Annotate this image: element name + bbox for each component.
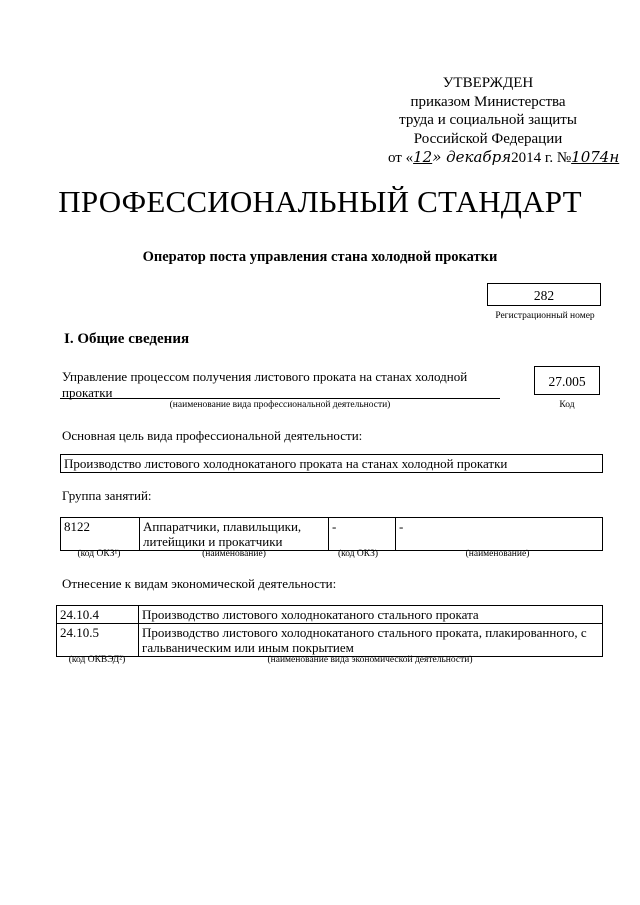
okved-name-cell: Производство листового холоднокатаного стального проката: [139, 606, 603, 624]
okz-name-cell-2: -: [396, 518, 603, 551]
date-year: 2014 г. №: [511, 150, 572, 166]
registration-number-box: 282: [487, 283, 601, 306]
okz-code-caption-2: (код ОКЗ): [337, 549, 379, 559]
okved-code-cell: 24.10.5: [57, 624, 139, 657]
economic-table: [56, 605, 603, 657]
order-number: 1074н: [571, 148, 620, 166]
approval-line-2: приказом Министерства: [410, 93, 566, 110]
table-row: [57, 624, 603, 657]
activity-code-box: 27.005: [534, 366, 600, 395]
activity-name: Управление процессом получения листового проката на станах холодной прокатки: [62, 369, 468, 400]
date-prefix: от «: [388, 150, 414, 166]
okz-code-cell-2: -: [329, 518, 396, 551]
okved-name-cell: Производство листового холоднокатаного стального проката, плакированного, с гальваническим или иным покрытием: [139, 624, 603, 657]
goal-text-box: Производство листового холоднокатаного проката на станах холодной прокатки: [60, 454, 603, 473]
occupations-label: Группа занятий:: [62, 488, 152, 503]
approval-block: [388, 74, 620, 168]
goal-label: Основная цель вида профессиональной деятельности:: [62, 428, 363, 443]
occupations-table: [60, 517, 603, 551]
activity-caption: (наименование вида профессиональной деятельности): [169, 400, 391, 410]
okved-code-cell: 24.10.4: [57, 606, 139, 624]
page-title: ПРОФЕССИОНАЛЬНЫЙ СТАНДАРТ: [58, 184, 582, 219]
date-day: 12: [413, 148, 433, 166]
economic-label: Отнесение к видам экономической деятельности:: [62, 576, 337, 591]
table-row: [61, 518, 603, 551]
table-row: [57, 606, 603, 624]
okz-name-cell: Аппаратчики, плавильщики, литейщики и прокатчики: [140, 518, 329, 551]
okved-name-caption: (наименование вида экономической деятельности): [267, 655, 473, 665]
okz-name-caption: (наименование): [202, 549, 266, 559]
date-month: » декабря: [432, 148, 512, 166]
okz-name-caption-2: (наименование): [465, 549, 530, 559]
activity-code-caption: Код: [559, 400, 575, 410]
section-title: I. Общие сведения: [64, 331, 190, 347]
okz-code-caption: (код ОКЗ¹): [77, 549, 121, 559]
registration-number-label: Регистрационный номер: [495, 311, 595, 321]
activity-underline: [60, 398, 500, 399]
approval-line-4: Российской Федерации: [413, 130, 563, 147]
profession-title: Оператор поста управления стана холодной прокатки: [142, 249, 498, 265]
approval-line-1: УТВЕРЖДЕН: [442, 75, 534, 91]
approval-date-line: [388, 148, 620, 168]
okz-code-cell: 8122: [61, 518, 140, 551]
approval-line-3: труда и социальной защиты: [399, 112, 577, 128]
okved-code-caption: (код ОКВЭД²): [68, 655, 126, 665]
